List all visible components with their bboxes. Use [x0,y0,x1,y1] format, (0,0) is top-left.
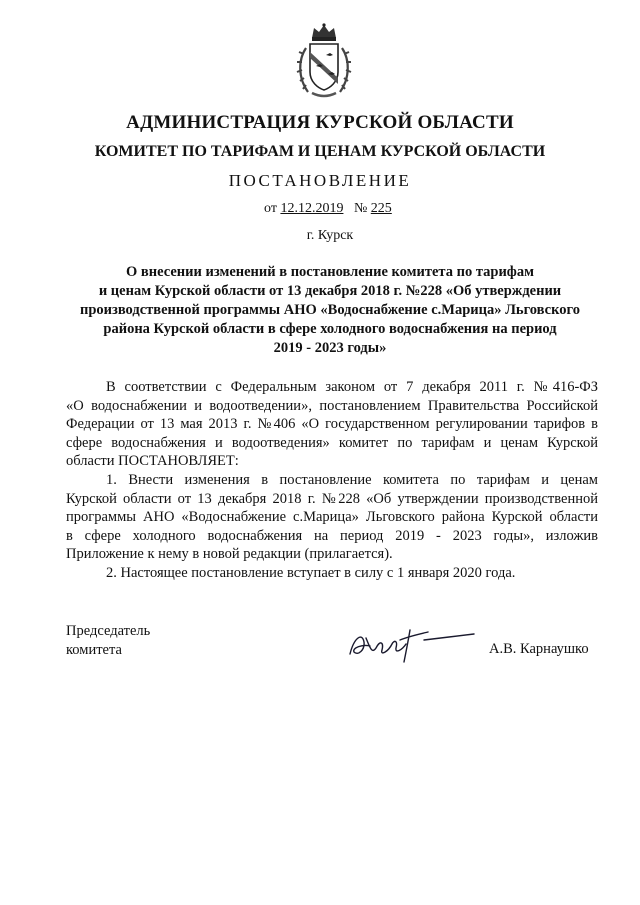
title-line: О внесении изменений в постановление комитета по тарифам [126,264,534,280]
coat-of-arms-icon [292,22,356,100]
body-line: 1. Внести изменения в постановление комитета по тарифам и ценам [106,471,598,488]
title-line: и ценам Курской области от 13 декабря 2018 г. №228 «Об утверждении [98,283,562,299]
body-line: Приложение к нему в новой редакции (прилагается). [66,546,393,563]
date-prefix: от [264,201,277,216]
document-body [66,378,598,583]
document-number: 225 [370,201,392,216]
document-type: ПОСТАНОВЛЕНИЕ [228,171,412,190]
body-line: Федерации от 13 мая 2013 г. №406 «О государственном регулировании тарифов в [66,416,598,433]
body-line: сфере водоснабжения и водоотведения» комитет по тарифам и ценам Курской [66,434,598,451]
role-line: комитета [66,641,122,658]
body-line: в сфере холодного водоснабжения на период 2019 - 2023 годы», изложив [66,527,598,544]
body-line: В соответствии с Федеральным законом от 7 декабря 2011 г. №416-ФЗ [106,379,598,395]
document-date-line [264,201,464,217]
body-line: 2. Настоящее постановление вступает в силу с 1 января 2020 года. [106,564,516,581]
document-title [60,263,600,358]
city: г. Курск [306,228,354,243]
title-line: района Курской области в сфере холодного водоснабжения на период [103,321,557,337]
body-line: программы АНО «Водоснабжение с.Марица» Льговского района Курской области [66,509,598,526]
title-line: 2019 - 2023 годы» [273,340,387,356]
number-prefix: № [353,201,368,216]
document-date: 12.12.2019 [280,201,344,216]
body-line: «О водоснабжении и водоотведении», постановлением Правительства Российской [66,397,598,414]
role-line: Председатель [66,623,151,639]
handwritten-signature [340,618,480,668]
organization-name: АДМИНИСТРАЦИЯ КУРСКОЙ ОБЛАСТИ [126,112,514,133]
signatory-name: А.В. Карнаушко [489,641,589,657]
signatory-role [66,622,150,659]
body-line: Курской области от 13 декабря 2018 г. №228 «Об утверждении производственной [66,490,598,507]
title-line: производственной программы АНО «Водоснабжение с.Марица» Льговского [79,302,581,318]
committee-name: КОМИТЕТ ПО ТАРИФАМ И ЦЕНАМ КУРСКОЙ ОБЛАСТИ [94,143,546,160]
body-line: области ПОСТАНОВЛЯЕТ: [66,453,239,470]
